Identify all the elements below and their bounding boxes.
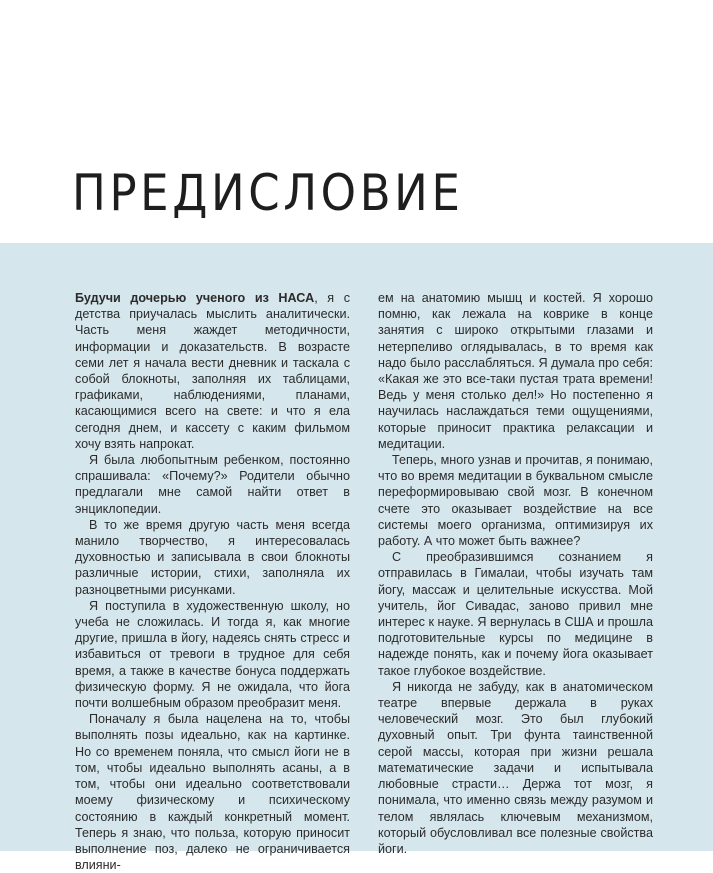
left-column [75, 290, 350, 873]
paragraph: Я поступила в художественную школу, но учеба не сложилась. И тогда я, как многие другие, пришла в йогу, надеясь снять стресс и избавиться от тревоги в трудное для себя время, а также в качестве бонуса поддержать физическую форму. Я не ожидала, что йога почти волшебным образом преобразит меня. [75, 598, 350, 711]
page-title: ПРЕДИСЛОВИЕ [72, 164, 464, 222]
lead-phrase: Будучи дочерью ученого из НАСА [75, 291, 315, 305]
paragraph: Я была любопытным ребенком, постоянно спрашивала: «Почему?» Родители обычно предлагали мне самой найти ответ в энциклопедии. [75, 453, 350, 516]
paragraph [75, 290, 350, 452]
text-columns [75, 290, 653, 873]
paragraph-text: , я с детства приучалась мыслить аналитически. Часть меня жаждет методичности, информации и доказательств. В возрасте семи лет я начала вести дневник и таскала с собой блокноты, заполняя их таблицами, графиками, наблюдениями, планами, касающимися всего на свете: и что я ела сегодня днем, и кассету с каким фильмом хочу взять напрокат. [75, 291, 350, 451]
paragraph: С преобразившимся сознанием я отправилась в Гималаи, чтобы изучать там йогу, массаж и целительные искусства. Мой учитель, йог Сивадас, заново привил мне интерес к науке. Я вернулась в США и прошла подготовительные курсы по медицине в надежде понять, как и почему йога оказывает такое глубокое воздействие. [378, 550, 653, 678]
paragraph: В то же время другую часть меня всегда манило творчество, я интересовалась духовностью и записывала в свои блокноты различные истории, стихи, заполняла их разноцветными рисунками. [75, 517, 350, 597]
paragraph: Поначалу я была нацелена на то, чтобы выполнять позы идеально, как на картинке. Но со временем поняла, что смысл йоги не в том, чтобы идеально выполнять асаны, а в том, чтобы они идеально соответствовали моему физическому и психическому состоянию в каждый конкретный момент. Теперь я знаю, что польза, которую приносит выполнение поз, далеко не ограничивается влияни- [75, 712, 350, 873]
paragraph: Теперь, много узнав и прочитав, я понимаю, что во время медитации в буквальном смысле переформировываю свой мозг. В конечном счете это оказывает воздействие на все системы моего организма, оптимизируя их работу. А что может быть важнее? [378, 453, 653, 549]
title-area [0, 0, 713, 243]
paragraph: Я никогда не забуду, как в анатомическом театре впервые держала в руках человеческий мозг. Это был глубокий духовный опыт. Три фунта таинственной серой массы, которая при жизни решала математические задачи и испытывала любовные страсти… Держа тот мозг, я понимала, что именно связь между разумом и телом являлась ключевым механизмом, который обусловливал все полезные свойства йоги. [378, 679, 653, 856]
paragraph: ем на анатомию мышц и костей. Я хорошо помню, как лежала на коврике в конце занятия с широко открытыми глазами и нетерпеливо оглядывалась, в то время как надо было расслабляться. Я думала про себя: «Какая же это все-таки пустая трата времени! Ведь у меня столько дел!» Но постепенно я научилась наслаждаться теми ощущениями, которые приносит практика релаксации и медитации. [378, 291, 653, 451]
right-column [378, 290, 653, 873]
